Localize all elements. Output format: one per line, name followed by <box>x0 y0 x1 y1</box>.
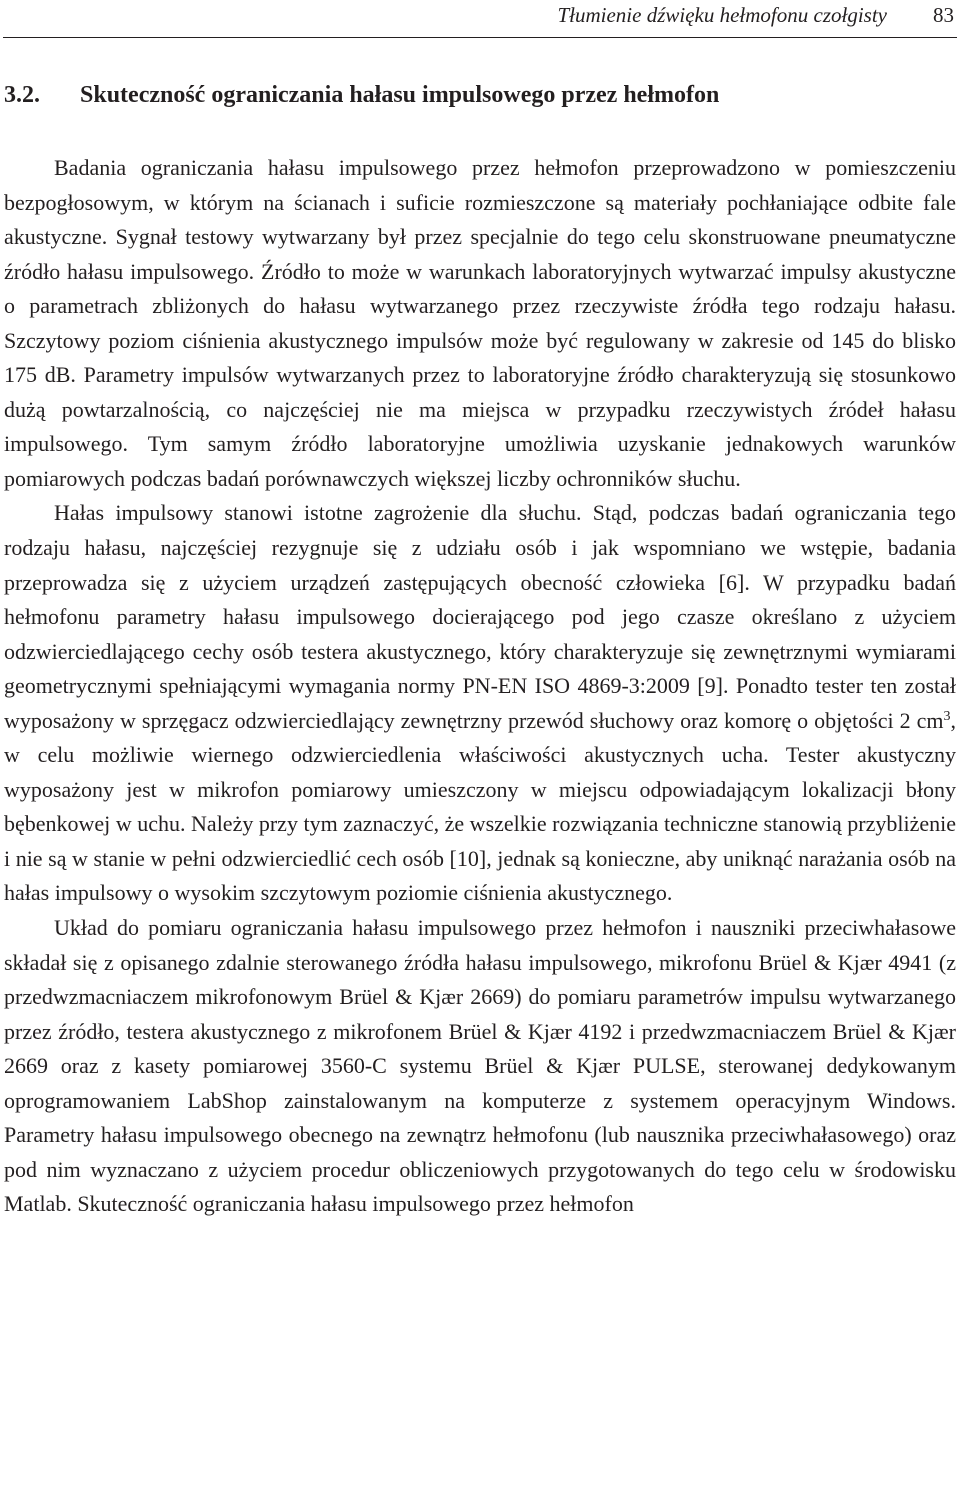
paragraph-acoustic-tester-text-end: , w celu możliwie wiernego odzwierciedlenia właściwości akustycznych ucha. Tester akustyczny wyposażony jest w mikrofon pomiarowy umieszczony w miejscu odpowiadającym lokalizacji błony bębenkowej w uchu. Należy przy tym zaznaczyć, że wszelkie rozwiązania techniczne stanowią przybliżenie i nie są w stanie w pełni odzwierciedlić cech osób [10], jednak są konieczne, aby uniknąć narażania osób na hałas impulsowy o wysokim szczytowym poziomie ciśnienia akustycznego. <box>4 707 956 906</box>
running-header <box>557 2 954 28</box>
header-rule <box>3 37 957 38</box>
paragraph-measurement-setup: Układ do pomiaru ograniczania hałasu impulsowego przez hełmofon i nauszniki przeciwhałasowe składał się z opisanego zdalnie sterowanego źródła hałasu impulsowego, mikrofonu Brüel & Kjær 4941 (z przedwzmacniaczem mikrofonowym Brüel & Kjær 2669) do pomiaru parametrów impulsu wytwarzanego przez źródło, testera akustycznego z mikrofonem Brüel & Kjær 4192 i przedwzmacniaczem Brüel & Kjær 2669 oraz z kasety pomiarowej 3560-C systemu Brüel & Kjær PULSE, sterowanej dedykowanym oprogramowaniem LabShop zainstalowanym na komputerze z systemem operacyjnym Windows. Parametry hałasu impulsowego obecnego na zewnątrz hełmofonu (lub nausznika przeciwhałasowego) oraz pod nim wyznaczano z użyciem procedur obliczeniowych przygotowanych do tego celu w środowisku Matlab. Skuteczność ograniczania hałasu impulsowego przez hełmofon <box>4 915 956 1217</box>
paragraph-acoustic-tester-text-start: Hałas impulsowy stanowi istotne zagrożenie dla słuchu. Stąd, podczas badań ograniczania tego rodzaju hałasu, najczęściej rezygnuje się z udziału osób i jak wspomniano we wstępie, badania przeprowadza się z użyciem urządzeń zastępujących obecność człowieka [6]. W przypadku badań hełmofonu parametry hałasu impulsowego docierającego pod jego czasze określano z użyciem odzwierciedlającego cechy osób testera akustycznego, który charakteryzuje się zewnętrznymi wymiarami geometrycznymi spełniającymi wymagania normy PN-EN ISO 4869-3:2009 [9]. Ponadto tester ten został wyposażony w sprzęgacz odzwierciedlający zewnętrzny przewód słuchowy oraz komorę o objętości 2 cm <box>4 500 956 733</box>
paragraph-anechoic-room: Badania ograniczania hałasu impulsowego przez hełmofon przeprowadzono w pomieszczeniu bezpogłosowym, w którym na ścianach i suficie rozmieszczone są materiały pochłaniające odbite fale akustyczne. Sygnał testowy wytwarzany był przez specjalnie do tego celu skonstruowane pneumatyczne źródło hałasu impulsowego. Źródło to może w warunkach laboratoryjnych wytwarzać impulsy akustyczne o parametrach zbliżonych do hałasu wytwarzanego przez rzeczywiste źródła tego rodzaju hałasu. Szczytowy poziom ciśnienia akustycznego impulsów może być regulowany w zakresie od 145 do blisko 175 dB. Parametry impulsów wytwarzanych przez to laboratoryjne źródło charakteryzują się stosunkowo dużą powtarzalnością, co najczęściej nie ma miejsca w przypadku rzeczywistych źródeł hałasu impulsowego. Tym samym źródło laboratoryjne umożliwia uzyskanie jednakowych warunków pomiarowych podczas badań porównawczych większej liczby ochronników słuchu. <box>4 155 956 491</box>
page-number: 83 <box>933 3 954 27</box>
paragraph-acoustic-tester <box>4 496 956 911</box>
body-text <box>4 151 956 1222</box>
section-heading <box>4 80 719 110</box>
section-number: 3.2. <box>4 82 40 108</box>
cubic-superscript: 3 <box>943 708 951 724</box>
running-title: Tłumienie dźwięku hełmofonu czołgisty <box>557 3 887 27</box>
section-title: Skuteczność ograniczania hałasu impulsowego przez hełmofon <box>80 82 720 108</box>
